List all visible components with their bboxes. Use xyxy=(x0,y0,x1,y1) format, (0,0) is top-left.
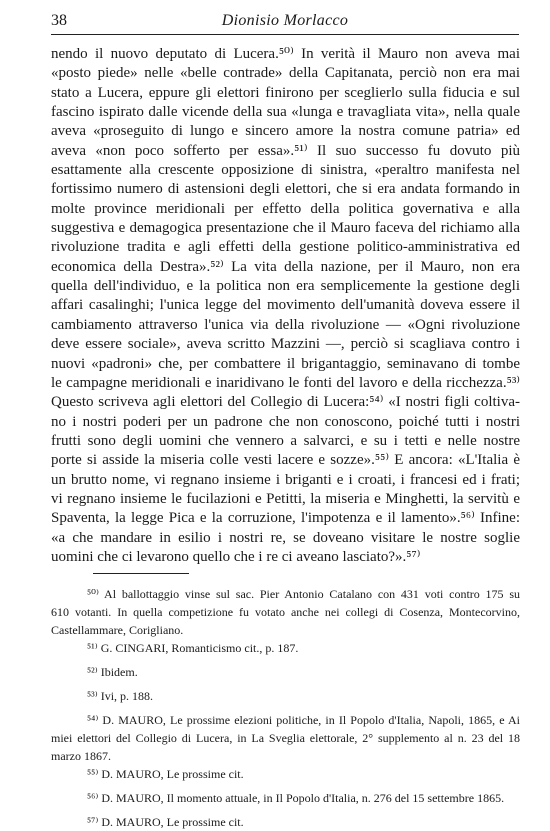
footnote-line: marzo 1867. xyxy=(51,749,111,763)
body-line: frutti sono degli uomini che vennero a salvarci, e su i tetti e nelle nostre xyxy=(51,432,520,449)
body-line: un brutto nome, vi regnano insieme i briganti e i croati, i francesi ed i frati; xyxy=(51,471,520,488)
footnote-line: ⁵⁶⁾ D. MAURO, Il momento attuale, in Il Popolo d'Italia, n. 276 del 15 settembre 1865. xyxy=(87,791,505,805)
body-line: aveva «non poco sofferto per essa».⁵¹⁾ Il suo successo fu dovuto più xyxy=(51,142,520,159)
body-line: vi regnano insieme le fucilazioni e Petitti, la miseria e Minghetti, la servitù e xyxy=(51,490,520,507)
body-line: nuovi «padroni» che, per combattere il brigantaggio, seminavano di tombe xyxy=(51,355,520,372)
footnote-line: ⁵⁰⁾ Al ballottaggio vinse sul sac. Pier Antonio Catalano con 431 voti contro 175 su xyxy=(87,587,520,601)
footnote xyxy=(51,687,520,705)
footnote xyxy=(51,663,520,681)
body-line: porte si asside la miseria colle vesti lacere e sozze».⁵⁵⁾ E ancora: «L'Italia è xyxy=(51,452,520,469)
body-line: le campagne meridionali e inaridivano le fonti del lavoro e della ricchezza.⁵³⁾ xyxy=(51,374,520,391)
footnote xyxy=(51,765,520,783)
running-head: Dionisio Morlacco xyxy=(221,12,349,29)
footnote xyxy=(51,585,520,639)
page-number: 38 xyxy=(51,12,67,29)
footnote-line: ⁵¹⁾ G. CINGARI, Romanticismo cit., p. 187. xyxy=(87,641,299,655)
header-rule xyxy=(51,34,519,35)
body-line: «posto piede» nelle «belle contrade» della Capitanata, perciò non era mai xyxy=(51,65,520,82)
footnote xyxy=(51,711,520,765)
footnote-line: ⁵²⁾ Ibidem. xyxy=(87,665,138,679)
body-line: cambiamento attraverso l'unica via della rivoluzione — «Ogni rivoluzione xyxy=(51,316,520,333)
footnote xyxy=(51,789,520,807)
body-line: aveva «proseguito di lungo e sincero amore la nostra comune patria» ed xyxy=(51,123,520,140)
body-line: fascino ispirato dalle vicende della sua «lunga e travagliata vita», nella quale xyxy=(51,104,520,121)
body-line: no i nostri poderi per un padrone che non conoscono, poiché tutti i nostri xyxy=(51,413,520,430)
footnote-line: 610 votanti. In quella competizione fu votato anche nei collegi di Cosenza, Montecorvino, xyxy=(51,605,520,619)
footnote-line: ⁵³⁾ Ivi, p. 188. xyxy=(87,689,154,703)
footnote-line: ⁵⁴⁾ D. MAURO, Le prossime elezioni politiche, in Il Popolo d'Italia, Napoli, 1865, e Ai xyxy=(87,713,520,727)
footnote-line: miei elettori del Collegio di Lucera, in La Sveglia elettorale, 2° supplemento al n. 23 del 18 xyxy=(51,731,520,745)
body-line: esattamente alla crescente opposizione di sinistra, «peraltro manifesta nel xyxy=(51,162,520,179)
body-line: suggestiva e demagogica presentazione che il Mauro faceva del richiamo alla xyxy=(51,220,520,237)
body-line: affari casalinghi; l'unica legge del movimento dell'umanità doveva essere il xyxy=(51,297,520,314)
body-line: deve essere sociale», aveva scritto Mazzini —, perciò si scagliava contro i xyxy=(51,336,520,353)
body-line: stato a Lucera, eppure gli elettori finirono per sceglierlo sulla fiducia e sul xyxy=(51,84,520,101)
footnote xyxy=(51,813,520,831)
body-line: economica della Destra».⁵²⁾ La vita della nazione, per il Mauro, non era xyxy=(51,258,520,275)
body-line: nendo il nuovo deputato di Lucera.⁵⁰⁾ In verità il Mauro non aveva mai xyxy=(51,46,520,62)
footnote xyxy=(51,639,520,657)
body-line: Spaventa, la legge Pica e la corruzione, l'impotenza e il lamento».⁵⁶⁾ Infine: xyxy=(51,510,520,527)
page-header xyxy=(51,12,519,36)
body-line: fortissimo numero di astensioni degli elettori, che si era andata formando in xyxy=(51,181,520,198)
body-line: rivoluzione tradita e agli effetti della gestione politico-amministrativa ed xyxy=(51,239,520,256)
body-line: «a che mandare in esilio i nostri re, se doveano visitare le nostre soglie xyxy=(51,529,520,546)
body-text xyxy=(51,45,520,567)
body-line: Questo scriveva agli elettori del Collegio di Lucera:⁵⁴⁾ «I nostri figli coltiva- xyxy=(51,394,520,411)
body-line: molte province meridionali per effetto della politica governativa e alla xyxy=(51,200,520,217)
footnote-line: Castellammare, Corigliano. xyxy=(51,623,184,637)
footnote-separator xyxy=(93,573,189,574)
body-line: uomini che ci levarono quello che i re ci aveano lasciato?».⁵⁷⁾ xyxy=(51,548,421,565)
footnote-line: ⁵⁵⁾ D. MAURO, Le prossime cit. xyxy=(87,767,244,781)
footnote-line: ⁵⁷⁾ D. MAURO, Le prossime cit. xyxy=(87,815,244,829)
body-line: quella dell'individuo, e la politica non era semplicemente la gestione degli xyxy=(51,278,520,295)
